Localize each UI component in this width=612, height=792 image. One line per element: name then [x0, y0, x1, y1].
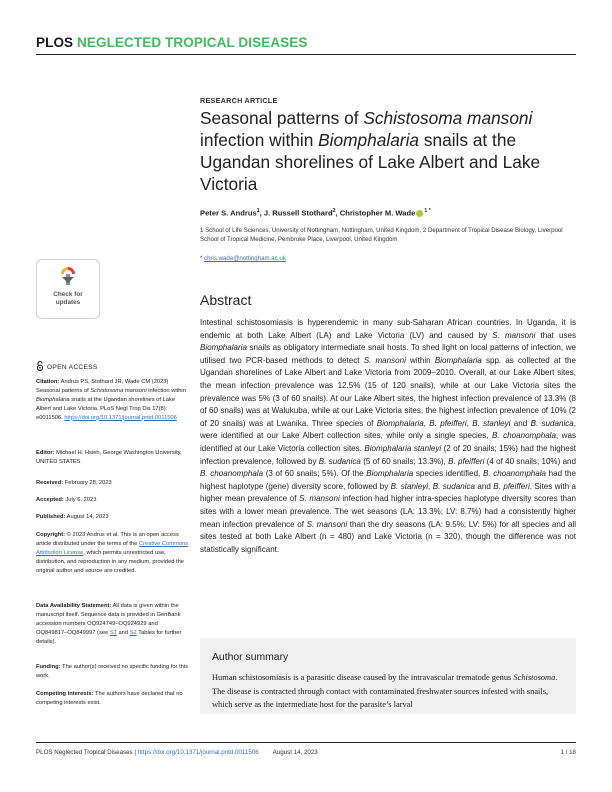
email-link[interactable]: chris.wade@nottingham.ac.uk [204, 255, 286, 262]
data-availability-text-2: and [116, 629, 130, 636]
corresponding-email [200, 255, 286, 262]
article-title [200, 107, 580, 195]
author-3[interactable]: Christopher M. Wade [339, 208, 416, 218]
check-updates-line1: Check for [53, 291, 83, 298]
footer-doi-link[interactable]: https://doi.org/10.1371/journal.pntd.0011506 [137, 749, 259, 756]
abstract-heading: Abstract [200, 292, 252, 308]
copyright-text-1: © 2023 Andrus et al. This is an open access article distributed under the terms of the [36, 532, 179, 547]
open-lock-icon [36, 361, 44, 371]
page-number: 1 / 18 [560, 749, 576, 756]
title-species: Schistosoma mansoni [363, 108, 533, 128]
citation-label: Citation: [36, 379, 60, 385]
published-label: Published: [36, 514, 66, 520]
footer-date: August 14, 2023 [272, 749, 318, 756]
published-block [36, 513, 190, 522]
abstract-text: Intestinal schistosomiasis is hyperendemic in many sub-Saharan African countries. In Uganda, it is endemic at both Lake Albert (LA) and Lake Victoria (LV) and caused by S. mansoni that uses Biomphalaria snails as obligatory intermediate snail hosts. To shed light on local patterns of infection, we utilised two PCR-based methods to detect S. mansoni within Biomphalaria spp. as collected at the Ugandan shorelines of Lake Albert and Lake Victoria from 2009–2010. Overall, at our Lake Albert sites, the mean infection prevalence was 12.5% (15 of 120 snails), while at our Lake Victoria sites the prevalence was 5% (3 of 60 snails). At our Lake Albert sites, the highest infection prevalence of 13.3% (8 of 60 snails) was at Walukuba, while at our Lake Victoria sites, the highest infection prevalence of 10% (2 of 20 snails) was at Lwanika. Three species of Biomphalaria, B. pfeifferi, B. stanleyi and B. sudanica, were identified at our Lake Albert collection sites, while only a single species, B. choanomphala, was identified at our Lake Victoria collection sites. Biomphalaria stanleyi (2 of 20 snails; 15%) had the highest infection prevalence, followed by B. sudanica (5 of 60 snails; 13.3%), B. pfeifferi (4 of 40 snails; 10%) and B. choanomphala (3 of 60 snails; 5%). Of the Biomphalaria species identified, B. choanomphala had the highest haplotype (gene) diversity score, followed by B. stanleyi, B. sudanica and B. pfeifferi. Sites with a higher mean prevalence of S. mansoni infection had higher intra-species haplotype diversity scores than sites with a lower mean prevalence. The wet seasons (LA: 13.3%; LV: 8.7%) had a consistently higher mean infection prevalence of S. mansoni than the dry seasons (LA: 9.5%; LV: 5%) for all species and all sites tested at both Lake Albert (n = 480) and Lake Victoria (n = 320), though the difference was not statistically significant. [200, 318, 577, 554]
data-availability-label: Data Availability Statement: [36, 603, 112, 609]
open-access-text: OPEN ACCESS [47, 364, 98, 371]
editor-label: Editor: [36, 450, 55, 456]
orcid-icon[interactable] [416, 210, 423, 217]
author-3-affil: 1 * [424, 208, 431, 214]
citation-species: Schistosoma mansoni [90, 387, 147, 394]
citation-text-3: snails at the Ugandan shorelines of Lake Albert and Lake Victoria. PLoS Negl Trop Dis 17(8): e0011506. [36, 396, 176, 421]
citation-doi-link[interactable]: https://doi.org/10.1371/journal.pntd.0011506 [64, 414, 177, 421]
s1-table-link[interactable]: S1 [109, 629, 117, 636]
funding-label: Funding: [36, 664, 61, 670]
check-for-updates-badge[interactable] [36, 259, 100, 319]
author-2-affil: 2 [332, 208, 336, 214]
check-updates-label [37, 291, 99, 306]
open-access-label [36, 361, 98, 371]
journal-prefix: PLOS [36, 35, 74, 50]
citation-genus: Biomphalaria [36, 396, 70, 403]
citation-block [36, 378, 190, 423]
page-footer [36, 749, 318, 756]
check-updates-icon [60, 266, 76, 286]
competing-label: Competing interests: [36, 691, 94, 697]
s2-table-link[interactable]: S2 [129, 629, 137, 636]
citation-text-2: infection within [146, 387, 186, 394]
accepted-block [36, 496, 190, 505]
article-type: RESEARCH ARTICLE [200, 96, 278, 105]
title-part-5: snails at the Ugandan shorelines of Lake Albert and Lake Victoria [200, 130, 541, 194]
author-sep-1: , [259, 208, 264, 218]
title-part-3: infection within [200, 130, 319, 150]
title-part-1: Seasonal patterns of [200, 108, 364, 128]
license-link[interactable]: Creative Commons Attribution License [36, 540, 189, 556]
author-summary-text: Human schistosomiasis is a parasitic disease caused by the intravascular trematode genus Schistosoma. The disease is contracted through contact with contaminated freshwater sources infested with snails, which serve as the intermediate host for the parasite’s larval [212, 673, 558, 710]
copyright-label: Copyright: [36, 532, 66, 538]
copyright-text-2: , which permits unrestricted use, distribution, and reproduction in any medium, provided the original author and source are credited. [36, 549, 184, 574]
header-divider [36, 54, 576, 55]
data-availability-text-3: Tables for further details). [36, 629, 182, 645]
accepted-label: Accepted: [36, 497, 64, 503]
editor-block [36, 449, 190, 467]
affiliations: 1 School of Life Sciences, University of Nottingham, Nottingham, United Kingdom, 2 Department of Tropical Disease Biology, Liverpool School of Tropical Medicine, Pembroke Place, Liverpool, United Kingdom [200, 227, 563, 244]
copyright-block [36, 531, 190, 576]
citation-text-1: Andrus PS, Stothard JR, Wade CM (2023) Seasonal patterns of [36, 379, 169, 394]
footer-divider [36, 742, 576, 743]
author-sep-2: , [335, 208, 340, 218]
journal-name: NEGLECTED TROPICAL DISEASES [77, 35, 308, 50]
data-availability-text-1: All data is given within the manuscript itself. Sequence data is provided in GenBank accession numbers OQ924749–OQ924929 and OQ849817–OQ849997 (see [36, 603, 181, 636]
author-2[interactable]: J. Russell Stothard [263, 208, 333, 218]
received-block [36, 479, 190, 488]
data-availability-block [36, 602, 190, 647]
footer-journal: PLOS Neglected Tropical Diseases | [36, 749, 138, 756]
published-date: August 14, 2023 [65, 514, 109, 520]
editor-text: Michael H. Hsieh, George Washington University, UNITED STATES [36, 450, 182, 465]
received-label: Received: [36, 480, 64, 486]
funding-block [36, 663, 190, 681]
competing-interests-block [36, 690, 190, 708]
author-1[interactable]: Peter S. Andrus [200, 208, 257, 218]
title-genus: Biomphalaria [318, 130, 420, 150]
accepted-date: July 6, 2023 [63, 497, 97, 503]
check-updates-line2: updates [55, 298, 81, 306]
received-date: February 28, 2023 [63, 480, 112, 486]
author-1-affil: 1 [256, 208, 260, 214]
competing-text: The authors have declared that no competing interests exist. [36, 691, 183, 706]
funding-text: The author(s) received no specific funding for this work. [36, 664, 189, 679]
email-asterisk: * [200, 255, 205, 262]
journal-header [36, 35, 308, 50]
author-summary-heading: Author summary [212, 652, 289, 663]
author-list [200, 208, 580, 218]
